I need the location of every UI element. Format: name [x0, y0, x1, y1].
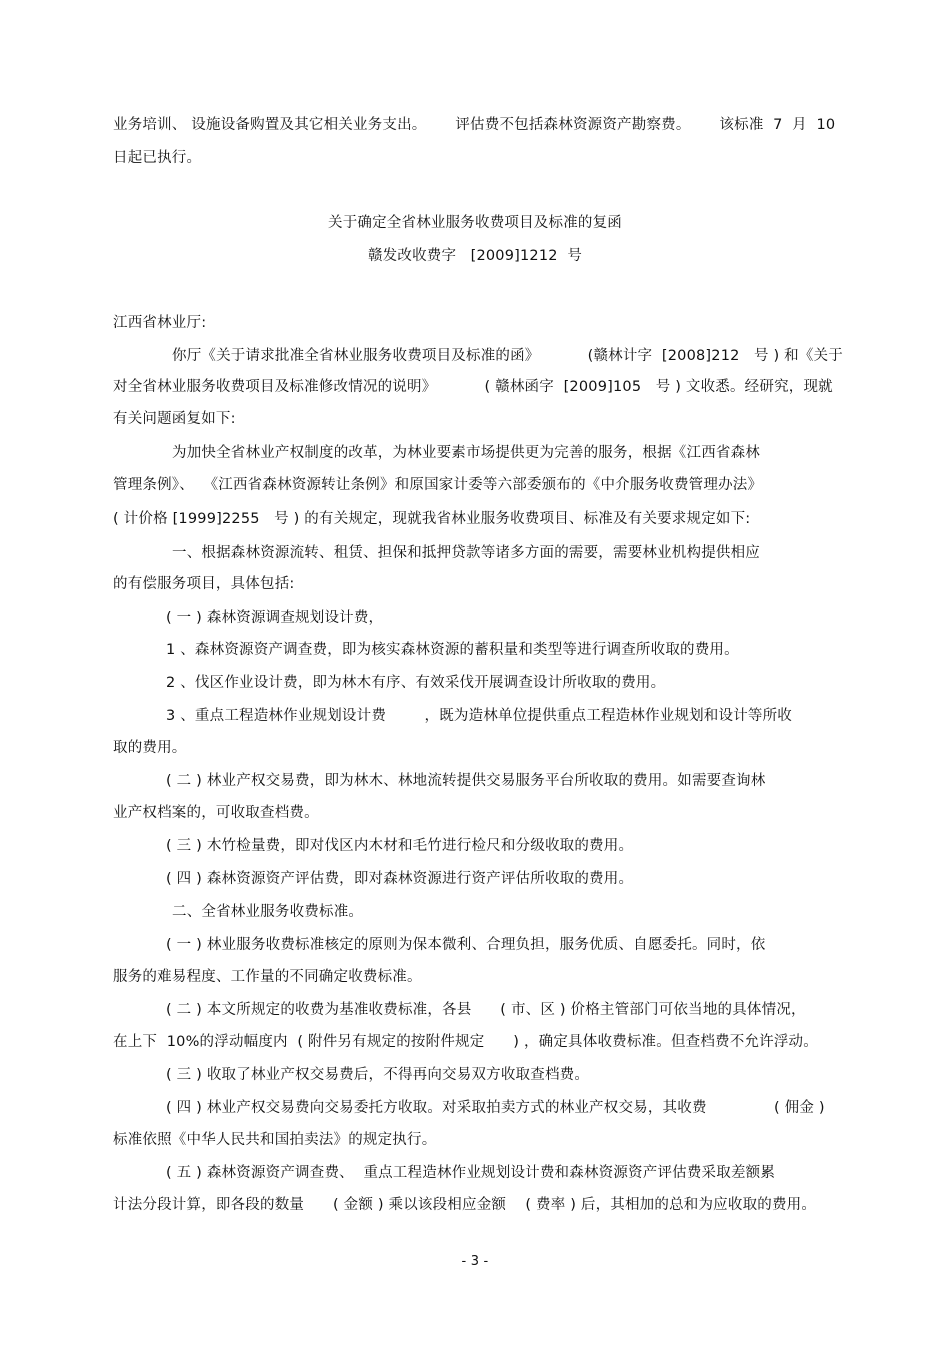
- text-line: 的有偿服务项目，具体包括:: [113, 576, 295, 592]
- letter-title: 关于确定全省林业服务收费项目及标准的复函: [328, 215, 622, 231]
- text-line: 管理条例》、 《江西省森林资源转让条例》和原国家计委等六部委颁布的《中介服务收费管理办法》: [113, 477, 763, 493]
- text-line: ( 四 ) 林业产权交易费向交易委托方收取。对采取拍卖方式的林业产权交易，其收费 ( 佣金 ): [166, 1100, 825, 1116]
- section-heading: 一、根据森林资源流转、租赁、担保和抵押贷款等诸多方面的需要，需要林业机构提供相应: [172, 545, 760, 561]
- text-line: 有关问题函复如下:: [113, 411, 236, 427]
- text-line: ( 一 ) 森林资源调查规划设计费，: [166, 610, 384, 626]
- document-number: 赣发改收费字 [2009]1212 号: [367, 248, 583, 264]
- text-line: ( 计价格 [1999]2255 号 ) 的有关规定，现就我省林业服务收费项目、标准及有关要求规定如下:: [113, 511, 751, 527]
- section-heading: 二、全省林业服务收费标准。: [172, 904, 364, 920]
- text-line: ( 一 ) 林业服务收费标准核定的原则为保本微利、合理负担，服务优质、自愿委托。同时，依: [166, 937, 766, 953]
- text-line: 在上下 10%的浮动幅度内 ( 附件另有规定的按附件规定 ) ，确定具体收费标准。但查档费不允许浮动。: [113, 1034, 818, 1050]
- text-line: ( 二 ) 本文所规定的收费为基准收费标准，各县 ( 市、区 ) 价格主管部门可依当地的具体情况，: [166, 1002, 806, 1018]
- text-line: ( 四 ) 森林资源资产评估费，即对森林资源进行资产评估所收取的费用。: [166, 871, 634, 887]
- text-line: 为加快全省林业产权制度的改革，为林业要素市场提供更为完善的服务，根据《江西省森林: [172, 445, 760, 461]
- text-line: 1 、森林资源资产调查费，即为核实森林资源的蓄积量和类型等进行调查所收取的费用。: [166, 642, 739, 658]
- text-line: 你厅《关于请求批准全省林业服务收费项目及标准的函》 (赣林计字 [2008]212 号 ) 和《关于: [172, 348, 843, 364]
- text-line: 3 、重点工程造林作业规划设计费 ，既为造林单位提供重点工程造林作业规划和设计等所收: [166, 708, 793, 724]
- text-line: 标准依照《中华人民共和国拍卖法》的规定执行。: [113, 1132, 437, 1148]
- text-line: 日起已执行。: [113, 150, 202, 166]
- text-line: 服务的难易程度、工作量的不同确定收费标准。: [113, 969, 422, 985]
- text-line: ( 三 ) 木竹检量费，即对伐区内木材和毛竹进行检尺和分级收取的费用。: [166, 838, 634, 854]
- text-line: ( 三 ) 收取了林业产权交易费后，不得再向交易双方收取查档费。: [166, 1067, 590, 1083]
- text-line: 业产权档案的，可收取查档费。: [113, 805, 319, 821]
- text-line: 计法分段计算，即各段的数量 ( 金额 ) 乘以该段相应金额 ( 费率 ) 后，其相加的总和为应收取的费用。: [113, 1197, 817, 1213]
- text-line: 业务培训、 设施设备购置及其它相关业务支出。 评估费不包括森林资源资产勘察费。 该标准 7 月 10: [113, 117, 836, 133]
- text-line: ( 二 ) 林业产权交易费，即为林木、林地流转提供交易服务平台所收取的费用。如需要查询林: [166, 773, 766, 789]
- text-line: ( 五 ) 森林资源资产调查费、 重点工程造林作业规划设计费和森林资源资产评估费采取差额累: [166, 1165, 776, 1181]
- text-line: 取的费用。: [113, 740, 187, 756]
- text-line: 对全省林业服务收费项目及标准修改情况的说明》 ( 赣林函字 [2009]105 号 ) 文收悉。经研究，现就: [113, 379, 833, 395]
- text-line: 2 、伐区作业设计费，即为林木有序、有效采伐开展调查设计所收取的费用。: [166, 675, 666, 691]
- page-number: - 3 -: [461, 1254, 489, 1269]
- addressee: 江西省林业厅:: [113, 315, 207, 331]
